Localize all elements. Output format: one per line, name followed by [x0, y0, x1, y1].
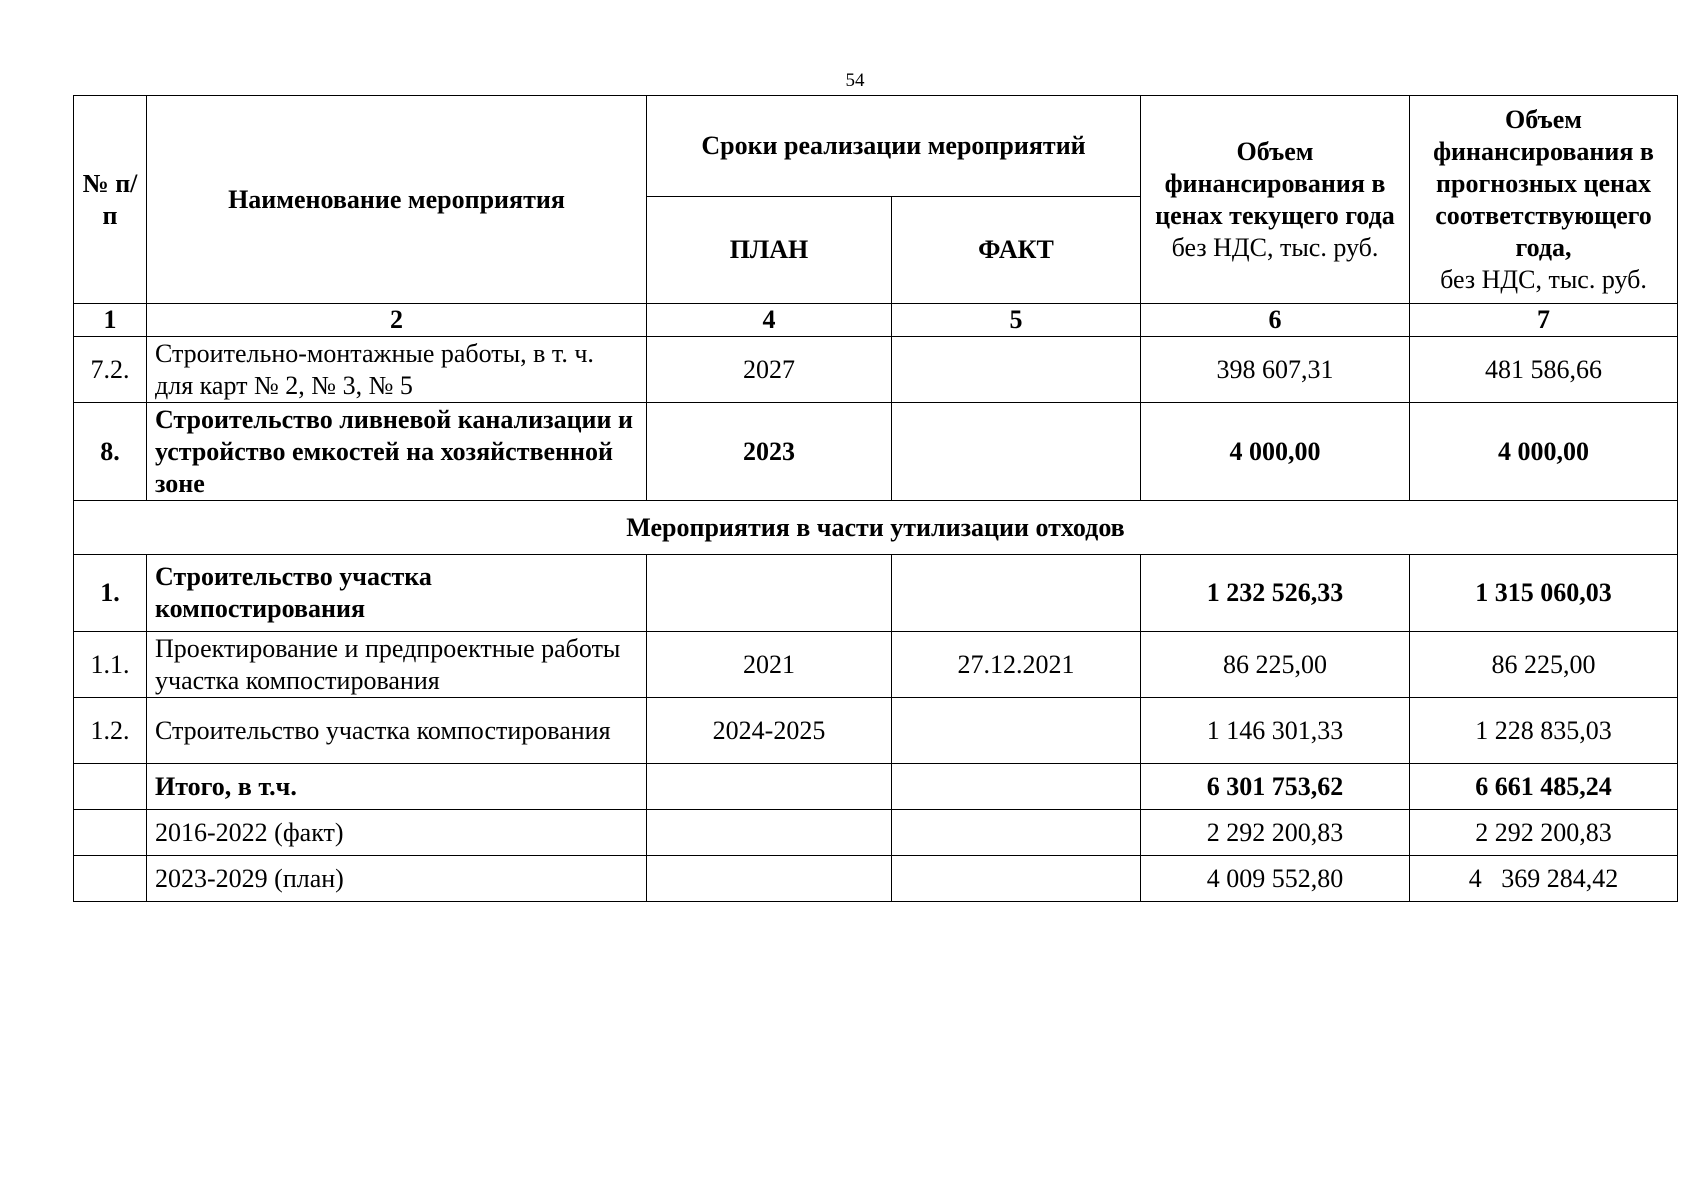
section-header-row: [74, 501, 1678, 555]
row-plan: 2027: [647, 337, 892, 403]
row-plan: 2024-2025: [647, 698, 892, 764]
column-number: 6: [1141, 304, 1410, 337]
column-number: 5: [892, 304, 1141, 337]
table-row: [74, 555, 1678, 632]
row-num: 1.: [74, 555, 147, 632]
row-volume-current: 4 000,00: [1141, 403, 1410, 501]
row-volume-current: 86 225,00: [1141, 632, 1410, 698]
column-number: 7: [1410, 304, 1678, 337]
header-volume-current-label: Объем финансирования в ценах текущего года: [1155, 136, 1395, 230]
section-title: Мероприятия в части утилизации отходов: [74, 501, 1678, 555]
total-row: [74, 764, 1678, 810]
row-fact: [892, 698, 1141, 764]
row-plan: [647, 764, 892, 810]
row-fact: [892, 555, 1141, 632]
row-volume-forecast: 4 000,00: [1410, 403, 1678, 501]
header-volume-forecast: [1410, 96, 1678, 304]
header-volume-current-unit: без НДС, тыс. руб.: [1171, 232, 1379, 262]
header-num: № п/п: [74, 96, 147, 304]
row-plan: 2021: [647, 632, 892, 698]
row-name: Строительство участка компостирования: [147, 698, 647, 764]
column-numbers-row: [74, 304, 1678, 337]
row-name: Итого, в т.ч.: [147, 764, 647, 810]
row-name: Проектирование и предпроектные работы участка компостирования: [147, 632, 647, 698]
column-number: 1: [74, 304, 147, 337]
row-plan: [647, 856, 892, 902]
row-volume-current: 1 146 301,33: [1141, 698, 1410, 764]
header-plan: ПЛАН: [647, 197, 892, 304]
header-volume-forecast-label: Объем финансирования в прогнозных ценах соответствующего года,: [1433, 104, 1654, 262]
row-volume-current: 2 292 200,83: [1141, 810, 1410, 856]
row-volume-forecast: 481 586,66: [1410, 337, 1678, 403]
table-row: [74, 698, 1678, 764]
row-num: [74, 764, 147, 810]
row-name: 2023-2029 (план): [147, 856, 647, 902]
row-num: [74, 810, 147, 856]
row-plan: [647, 810, 892, 856]
row-name: Строительство участка компостирования: [147, 555, 647, 632]
table-row: [74, 337, 1678, 403]
row-fact: [892, 337, 1141, 403]
row-volume-forecast: 4 369 284,42: [1410, 856, 1678, 902]
row-volume-current: 6 301 753,62: [1141, 764, 1410, 810]
row-num: 1.1.: [74, 632, 147, 698]
row-name: Строительно-монтажные работы, в т. ч. для карт № 2, № 3, № 5: [147, 337, 647, 403]
page-number: 54: [845, 70, 865, 91]
total-row: [74, 810, 1678, 856]
column-number: 2: [147, 304, 647, 337]
row-fact: [892, 764, 1141, 810]
row-plan: 2023: [647, 403, 892, 501]
row-num: 1.2.: [74, 698, 147, 764]
row-volume-forecast: 1 315 060,03: [1410, 555, 1678, 632]
financing-table: [73, 95, 1678, 902]
row-volume-forecast: 86 225,00: [1410, 632, 1678, 698]
row-name: Строительство ливневой канализации и устройство емкостей на хозяйственной зоне: [147, 403, 647, 501]
row-num: [74, 856, 147, 902]
row-fact: 27.12.2021: [892, 632, 1141, 698]
row-volume-forecast: 2 292 200,83: [1410, 810, 1678, 856]
header-volume-current: [1141, 96, 1410, 304]
row-fact: [892, 810, 1141, 856]
row-volume-forecast: 1 228 835,03: [1410, 698, 1678, 764]
column-number: 4: [647, 304, 892, 337]
table-row: [74, 632, 1678, 698]
row-volume-current: 398 607,31: [1141, 337, 1410, 403]
header-name: Наименование мероприятия: [147, 96, 647, 304]
header-fact: ФАКТ: [892, 197, 1141, 304]
row-num: 7.2.: [74, 337, 147, 403]
table-row: [74, 403, 1678, 501]
row-fact: [892, 856, 1141, 902]
total-row: [74, 856, 1678, 902]
header-period: Сроки реализации мероприятий: [647, 96, 1141, 197]
row-name: 2016-2022 (факт): [147, 810, 647, 856]
row-volume-current: 1 232 526,33: [1141, 555, 1410, 632]
row-volume-current: 4 009 552,80: [1141, 856, 1410, 902]
row-volume-forecast: 6 661 485,24: [1410, 764, 1678, 810]
row-num: 8.: [74, 403, 147, 501]
row-fact: [892, 403, 1141, 501]
row-plan: [647, 555, 892, 632]
header-volume-forecast-unit: без НДС, тыс. руб.: [1440, 264, 1647, 294]
